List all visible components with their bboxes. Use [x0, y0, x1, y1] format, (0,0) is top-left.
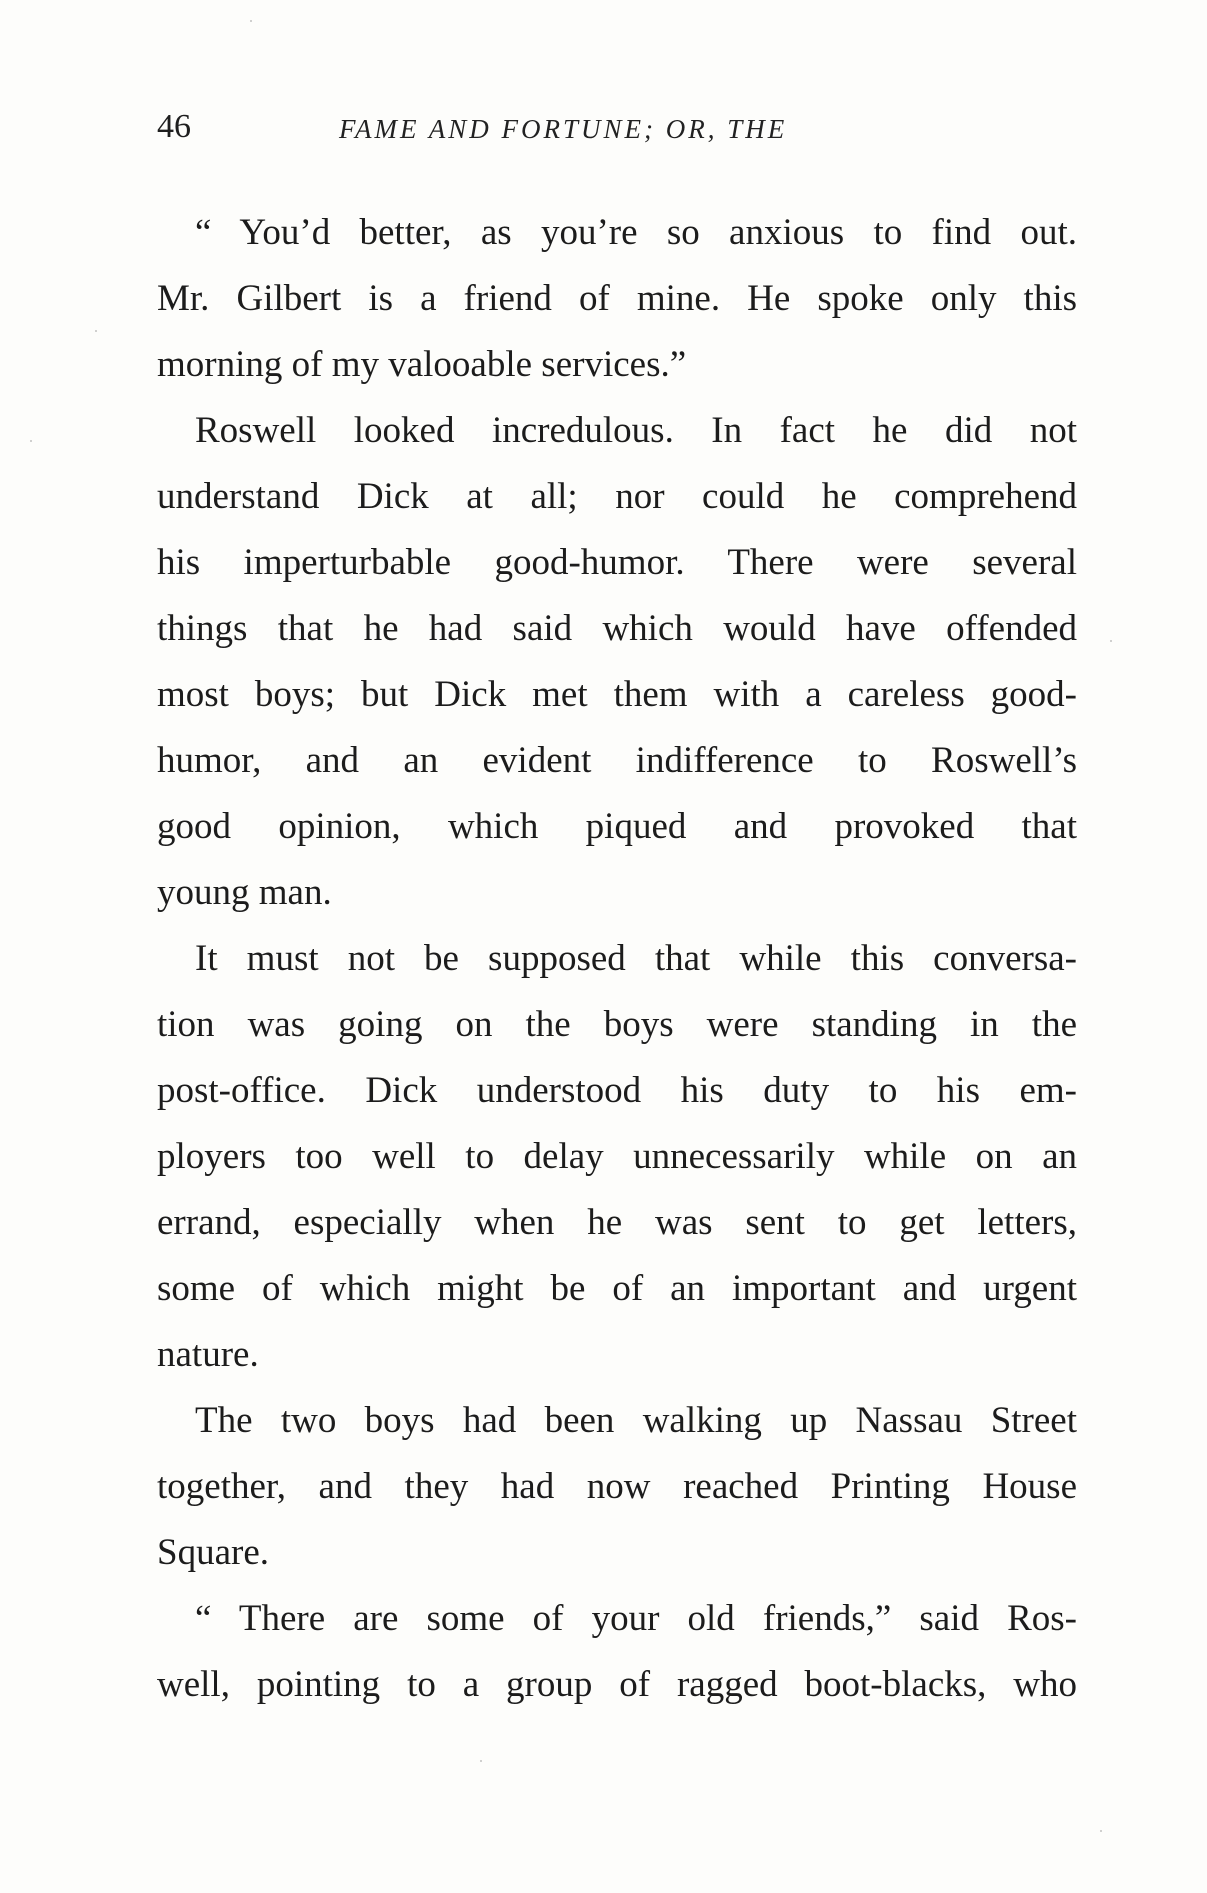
text-line: humor, and an evident indifference to Roswell’s [157, 740, 1077, 781]
text-line: Square. [157, 1532, 269, 1573]
text-line: young man. [157, 872, 332, 913]
text-line: most boys; but Dick met them with a careless good- [157, 674, 1077, 715]
text-line: errand, especially when he was sent to get letters, [157, 1202, 1077, 1243]
paper-speck [95, 330, 97, 332]
text-line: Mr. Gilbert is a friend of mine. He spoke only this [157, 278, 1077, 319]
running-title: FAME AND FORTUNE; OR, THE [339, 114, 788, 144]
paper-speck [250, 20, 252, 22]
paper-speck [30, 440, 32, 442]
body-text [157, 200, 1077, 1718]
paper-speck [1110, 640, 1112, 642]
text-line: tion was going on the boys were standing in the [157, 1004, 1077, 1045]
running-head [157, 108, 1077, 148]
text-line: Roswell looked incredulous. In fact he did not [195, 410, 1077, 451]
text-line: understand Dick at all; nor could he comprehend [157, 476, 1077, 517]
text-line: together, and they had now reached Printing House [157, 1466, 1077, 1507]
text-line: good opinion, which piqued and provoked that [157, 806, 1077, 847]
text-line: nature. [157, 1334, 259, 1375]
text-line: some of which might be of an important and urgent [157, 1268, 1077, 1309]
text-line: his imperturbable good-humor. There were several [157, 542, 1077, 583]
text-line: ployers too well to delay unnecessarily while on an [157, 1136, 1077, 1177]
text-line: well, pointing to a group of ragged boot-blacks, who [157, 1664, 1077, 1705]
text-line: morning of my valooable services.” [157, 344, 687, 385]
text-line: post-office. Dick understood his duty to his em- [157, 1070, 1077, 1111]
text-line: “ You’d better, as you’re so anxious to find out. [195, 212, 1077, 253]
page-number: 46 [157, 108, 191, 145]
text-line: The two boys had been walking up Nassau Street [195, 1400, 1077, 1441]
text-line: “ There are some of your old friends,” said Ros- [195, 1598, 1077, 1639]
paper-speck [1100, 1830, 1102, 1832]
paper-speck [480, 1760, 482, 1762]
text-line: things that he had said which would have offended [157, 608, 1077, 649]
text-line: It must not be supposed that while this conversa- [195, 938, 1077, 979]
